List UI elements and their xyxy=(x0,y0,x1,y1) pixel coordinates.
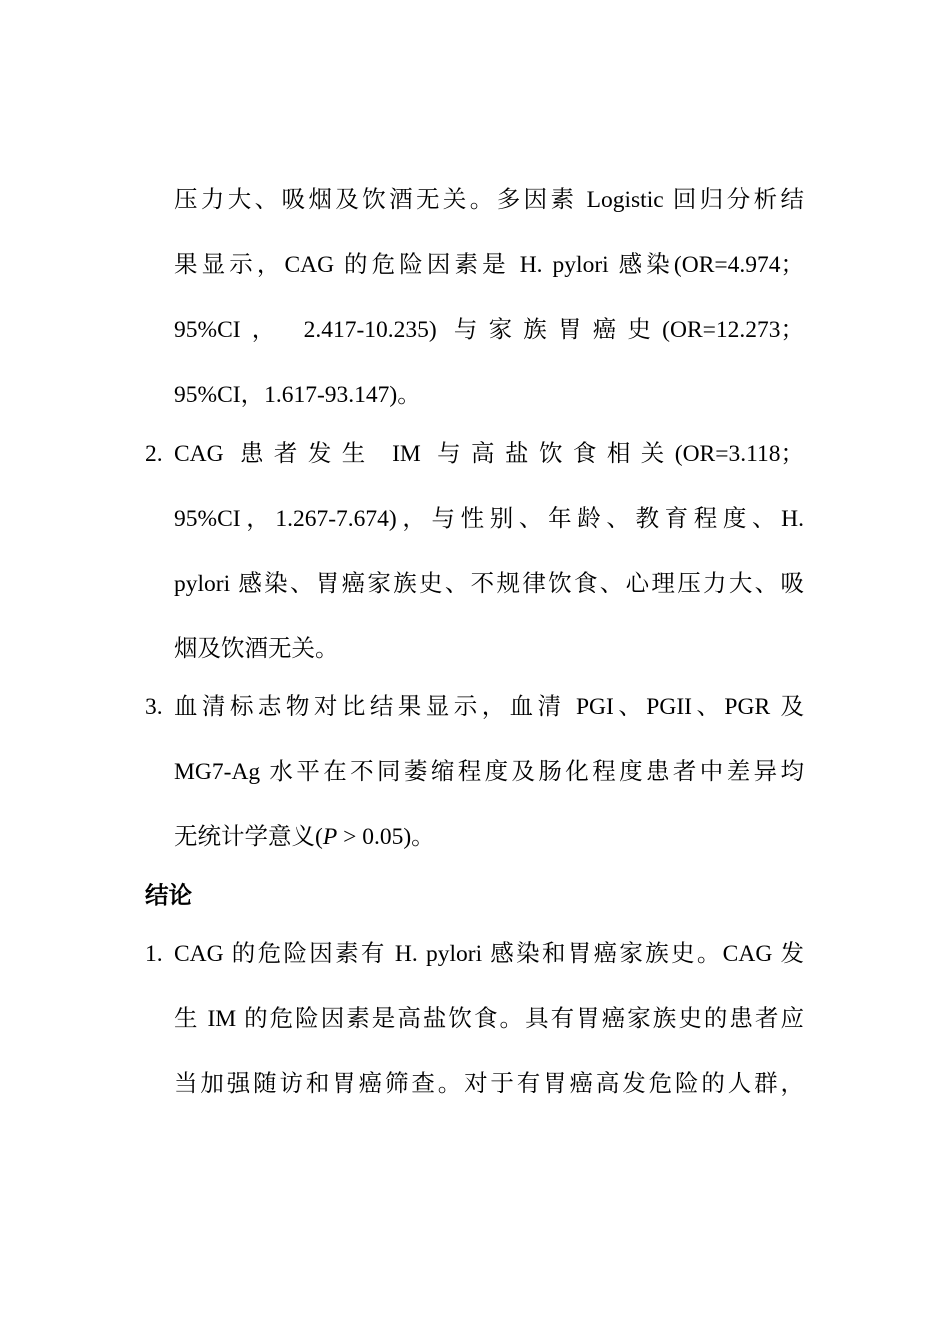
results-line: 95%CI，1.617-93.147)。 xyxy=(174,382,421,408)
results-line: MG7-Ag 水平在不同萎缩程度及肠化程度患者中差异均 xyxy=(174,759,804,785)
results-text: > 0.05)。 xyxy=(337,824,435,850)
results-line: 95%CI， 2.417-10.235) 与家族胃癌史(OR=12.273； xyxy=(174,317,804,343)
results-line: 95%CI，1.267-7.674)，与性别、年龄、教育程度、H. xyxy=(174,506,804,532)
list-number: 2. xyxy=(145,441,163,467)
results-line: 烟及饮酒无关。 xyxy=(174,636,339,662)
results-line xyxy=(174,820,804,854)
p-value-symbol: P xyxy=(322,824,338,850)
conclusion-line: 当加强随访和胃癌筛查。对于有胃癌高发危险的人群， xyxy=(174,1071,804,1097)
list-number: 1. xyxy=(145,941,163,967)
results-line: CAG 患者发生 IM 与高盐饮食相关(OR=3.118； xyxy=(174,441,804,467)
conclusion-line: CAG 的危险因素有 H. pylori 感染和胃癌家族史。CAG 发 xyxy=(174,941,804,967)
results-line: 果显示，CAG 的危险因素是 H. pylori 感染(OR=4.974； xyxy=(174,252,804,278)
results-line: 压力大、吸烟及饮酒无关。多因素 Logistic 回归分析结 xyxy=(174,187,804,213)
results-text: 无统计学意义( xyxy=(174,824,323,850)
results-line: pylori 感染、胃癌家族史、不规律饮食、心理压力大、吸 xyxy=(174,571,804,597)
results-line: 血清标志物对比结果显示，血清 PGI、PGII、PGR 及 xyxy=(174,694,804,720)
section-heading: 结论 xyxy=(145,883,192,909)
list-number: 3. xyxy=(145,694,163,720)
conclusion-line: 生 IM 的危险因素是高盐饮食。具有胃癌家族史的患者应 xyxy=(174,1006,804,1032)
